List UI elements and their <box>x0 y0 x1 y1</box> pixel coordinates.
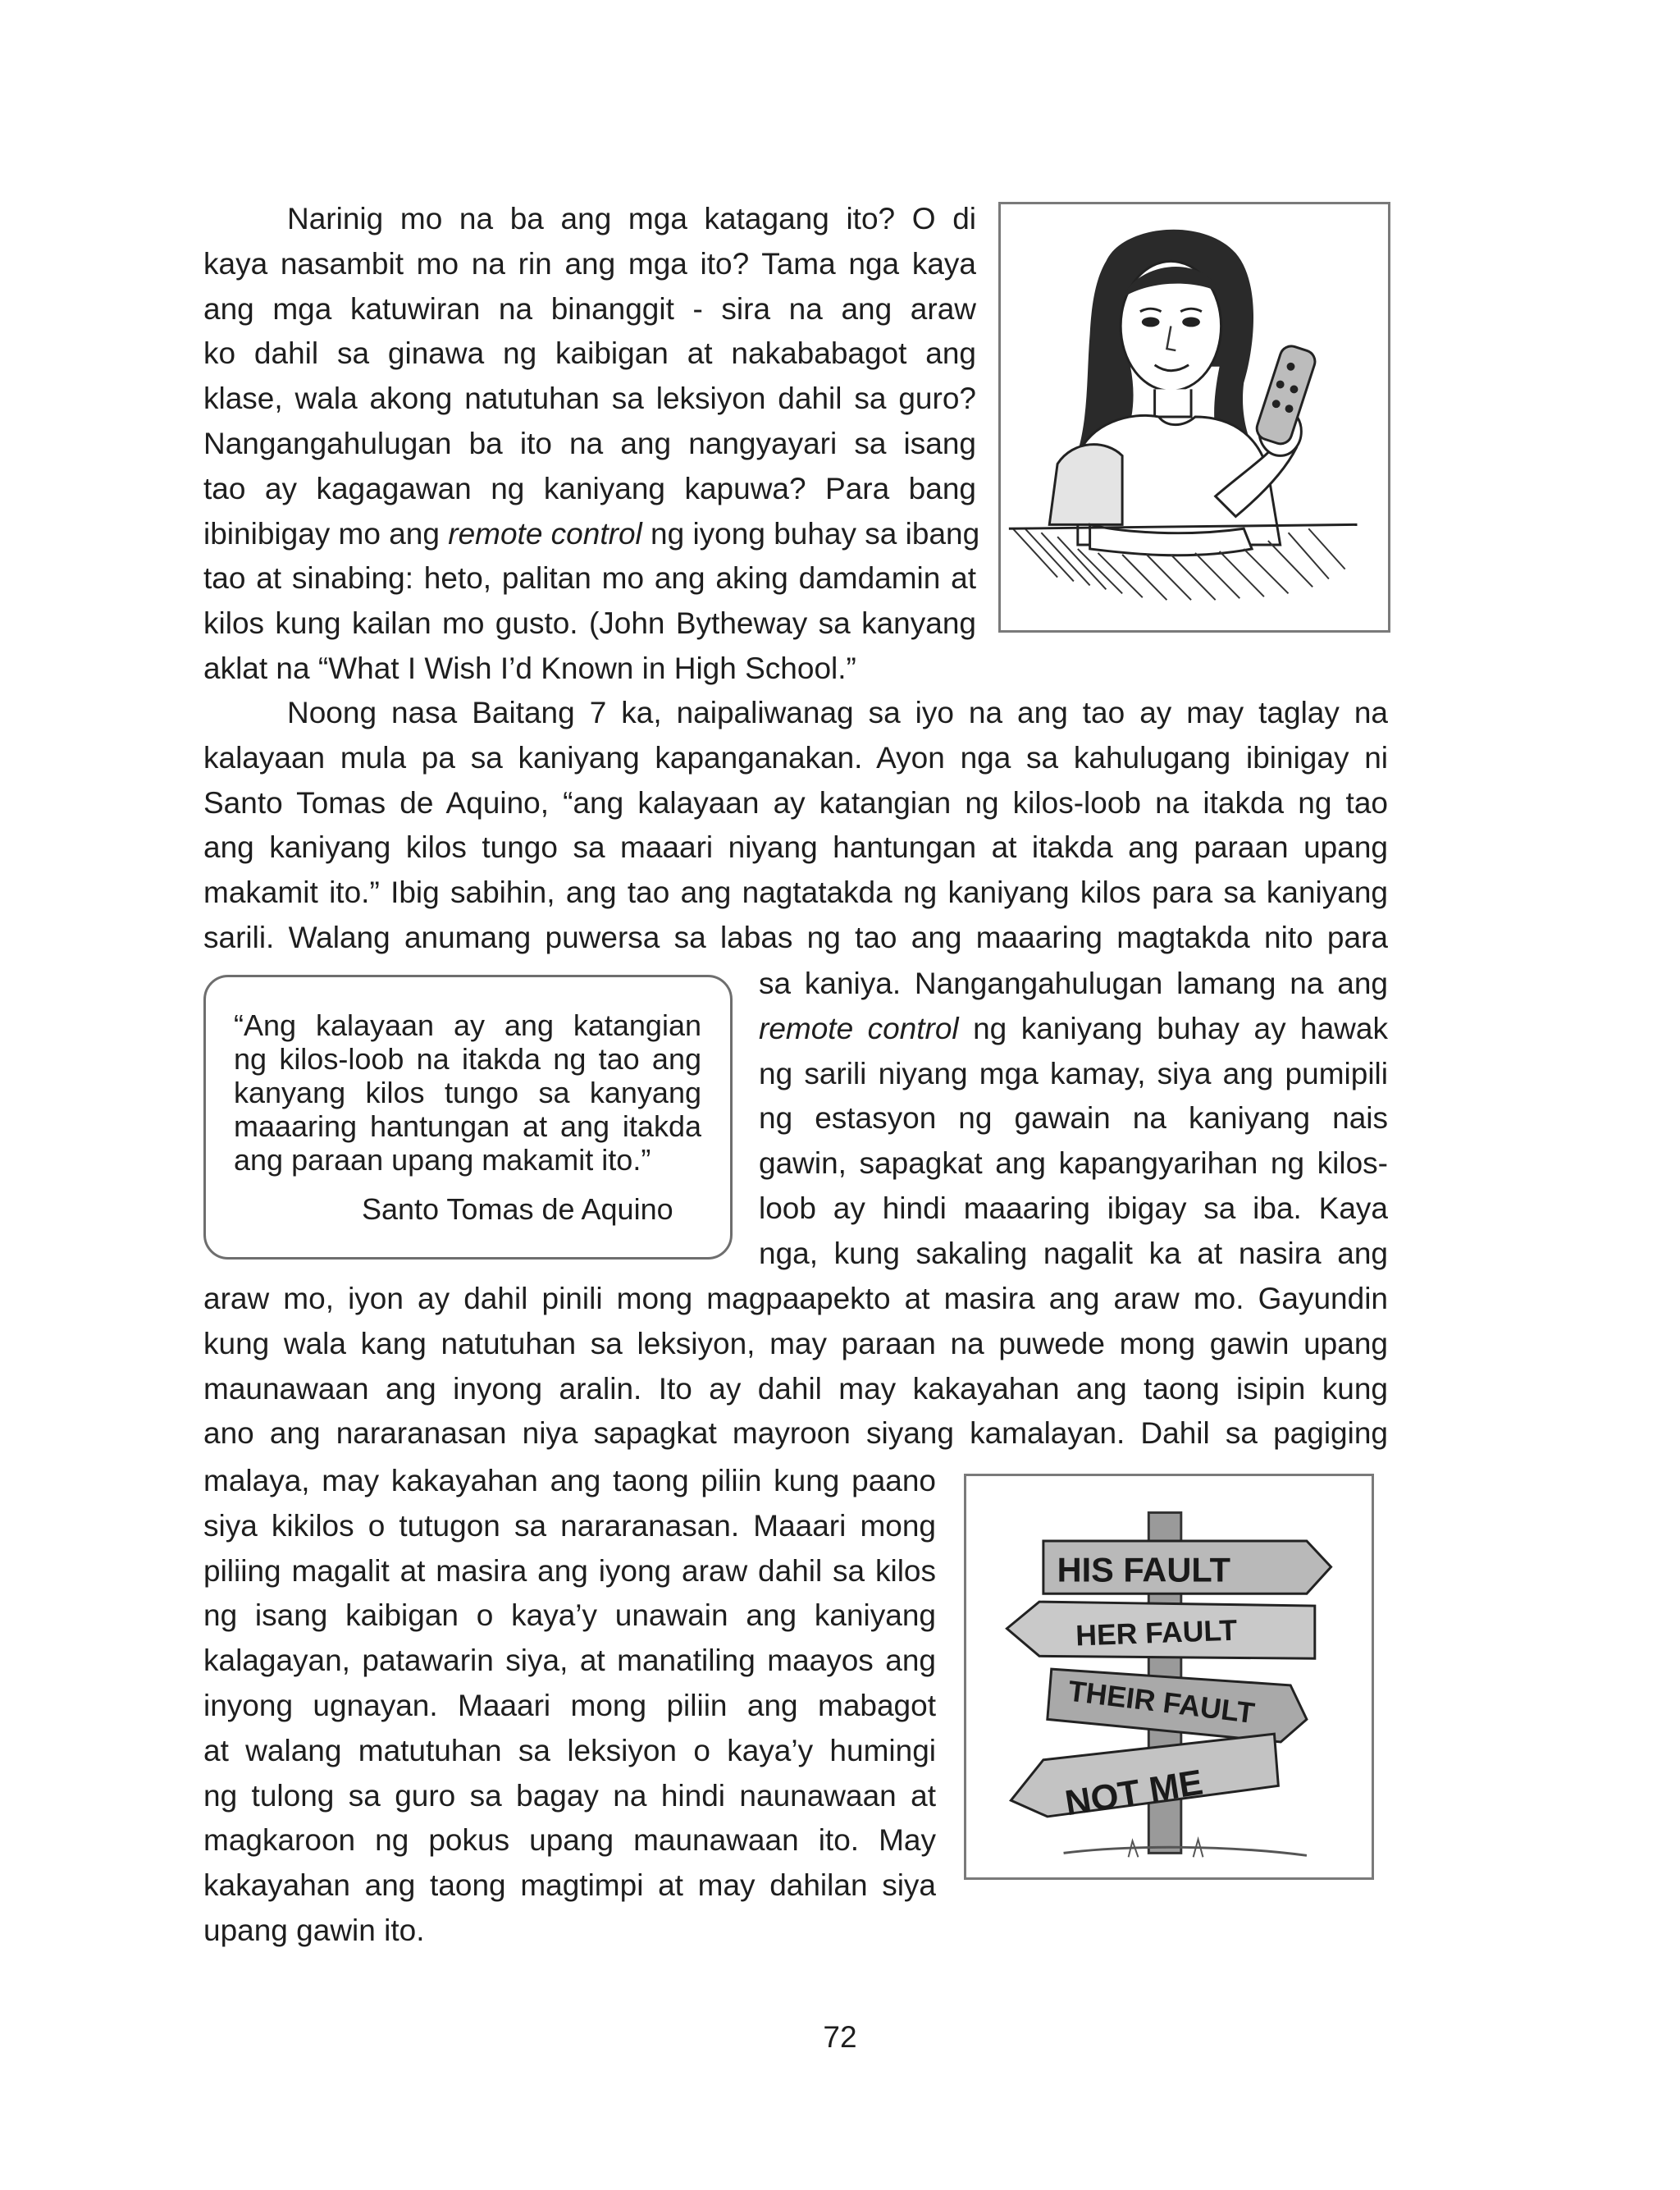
text-line: siya kikilos o tutugon sa nararanasan. Maaari mong <box>203 1508 936 1543</box>
text-line: ang mga katuwiran na binanggit - sira na ang araw <box>203 291 976 326</box>
quote-author: Santo Tomas de Aquino <box>362 1192 673 1226</box>
page-number: 72 <box>823 2020 857 2054</box>
text-line: kung wala kang natutuhan sa leksiyon, may paraan na puwede mong gawin upang <box>203 1326 1388 1360</box>
text-line: kalayaan mula pa sa kaniyang kapanganakan. Ayon nga sa kahulugang ibinigay ni <box>203 740 1388 775</box>
text-line: sa kaniya. Nangangahulugan lamang na ang <box>759 967 1388 1000</box>
quote-line: ng kilos-loob na itakda ng tao ang <box>234 1042 701 1076</box>
text-line: piliing magalit at masira ang iyong araw dahil sa kilos <box>203 1553 936 1588</box>
text-line: Santo Tomas de Aquino, “ang kalayaan ay katangian ng kilos-loob na itakda ng tao <box>203 785 1388 820</box>
text-line: aklat na “What I Wish I’d Known in High School.” <box>203 651 856 685</box>
girl-with-remote-illustration <box>998 202 1390 633</box>
text-line: klase, wala akong natutuhan sa leksiyon dahil sa guro? <box>203 382 976 416</box>
text-line: kakayahan ang taong magtimpi at may dahilan siya <box>203 1868 936 1903</box>
consequence-paragraph <box>203 1277 1388 1456</box>
signpost-drawing <box>966 1476 1372 1877</box>
italic-term: remote control <box>759 1011 959 1045</box>
quote-line: ang paraan upang makamit ito.” <box>234 1143 651 1177</box>
sign-label: THEIR FAULT <box>1066 1674 1257 1731</box>
text-line: inyong ugnayan. Maaari mong piliin ang mabagot <box>203 1688 936 1722</box>
text-line: ng tulong sa guro sa bagay na hindi naunawaan at <box>203 1778 936 1813</box>
text-line <box>203 512 980 557</box>
sign-label: HIS FAULT <box>1057 1550 1230 1589</box>
sign-label: NOT ME <box>1062 1763 1206 1824</box>
quote-text <box>234 1008 701 1177</box>
text-line: makamit ito.” Ibig sabihin, ang tao ang nagtatakda ng kaniyang kilos para sa kaniyang <box>203 876 1388 910</box>
text-fragment: ng iyong buhay sa ibang <box>641 516 980 551</box>
text-line: kilos kung kailan mo gusto. (John Bytheway sa kanyang <box>203 606 976 641</box>
remote-control-paragraph <box>759 962 1388 1277</box>
freedom-definition-paragraph <box>203 691 1388 961</box>
text-line: magkaroon ng pokus upang maunawaan ito. May <box>203 1823 936 1858</box>
text-line: loob ay hindi maaaring ibigay sa iba. Kaya <box>759 1191 1388 1225</box>
text-fragment: ng kaniyang buhay ay hawak <box>958 1011 1388 1045</box>
quote-line: “Ang kalayaan ay ang katangian <box>234 1008 701 1042</box>
intro-paragraph <box>203 197 980 692</box>
text-line: Nangangahulugan ba ito na ang nangyayari sa isang <box>203 426 976 460</box>
quote-line: kanyang kilos tungo sa kanyang <box>234 1076 701 1109</box>
text-line: gawin, sapagkat ang kapangyarihan ng kilos- <box>759 1146 1388 1181</box>
text-line: tao ay kagagawan ng kaniyang kapuwa? Para bang <box>203 471 976 505</box>
text-line: Narinig mo na ba ang mga katagang ito? O di <box>287 202 976 235</box>
text-line <box>759 1007 1388 1052</box>
text-line: ko dahil sa ginawa ng kaibigan at nakababagot ang <box>203 336 976 371</box>
text-line: at walang matutuhan sa leksiyon o kaya’y humingi <box>203 1733 936 1767</box>
quote-box <box>203 975 733 1260</box>
choice-paragraph <box>203 1459 936 1954</box>
text-fragment: ibinibigay mo ang <box>203 516 449 551</box>
italic-term: remote control <box>448 516 642 551</box>
text-line: malaya, may kakayahan ang taong piliin kung paano <box>203 1464 936 1497</box>
quote-line: maaaring hantungan at ang itakda <box>234 1109 701 1143</box>
text-line: ang kaniyang kilos tungo sa maaari niyang hantungan at itakda ang paraan upang <box>203 830 1388 865</box>
text-line: sarili. Walang anumang puwersa sa labas ng tao ang maaaring magtakda nito para <box>203 920 1388 954</box>
blame-signpost-illustration <box>964 1474 1374 1880</box>
text-line: ng isang kaibigan o kaya’y unawain ang kaniyang <box>203 1598 936 1633</box>
text-line: nga, kung sakaling nagalit ka at nasira ang <box>759 1236 1388 1270</box>
text-line: upang gawin ito. <box>203 1913 425 1947</box>
girl-with-remote-drawing <box>1001 204 1388 630</box>
text-line: maunawaan ang inyong aralin. Ito ay dahil may kakayahan ang taong isipin kung <box>203 1371 1388 1406</box>
text-line: ng sarili niyang mga kamay, siya ang pumipili <box>759 1056 1388 1090</box>
text-line: kalagayan, patawarin siya, at manatiling maayos ang <box>203 1644 936 1678</box>
text-line: araw mo, iyon ay dahil pinili mong magpaapekto at masira ang araw mo. Gayundin <box>203 1282 1388 1315</box>
text-line: tao at sinabing: heto, palitan mo ang aking damdamin at <box>203 561 976 596</box>
text-line: kaya nasambit mo na rin ang mga ito? Tama nga kaya <box>203 246 976 281</box>
text-line: ano ang nararanasan niya sapagkat mayroon siyang kamalayan. Dahil sa pagiging <box>203 1416 1388 1451</box>
text-line: Noong nasa Baitang 7 ka, naipaliwanag sa iyo na ang tao ay may taglay na <box>287 696 1388 729</box>
text-line: ng estasyon ng gawain na kaniyang nais <box>759 1101 1388 1136</box>
sign-label: HER FAULT <box>1075 1613 1238 1653</box>
